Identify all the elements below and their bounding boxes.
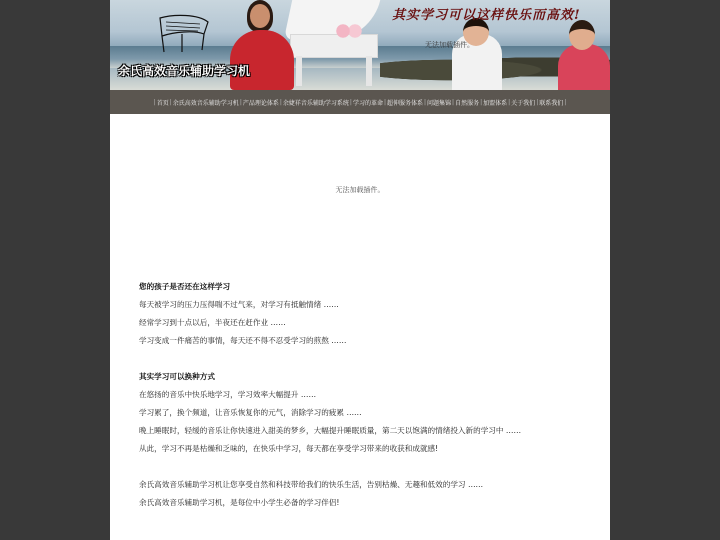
nav-separator: | — [239, 98, 242, 106]
spacer — [139, 458, 579, 476]
nav-item-home[interactable]: 首页 — [156, 99, 169, 107]
nav-separator: | — [383, 98, 386, 106]
nav-item-about[interactable]: 关于我们 — [511, 99, 536, 107]
pianist-head-image — [250, 4, 270, 28]
content-line: 余氏高效音乐辅助学习机，是每位中小学生必备的学习伴侣! — [139, 498, 340, 507]
content-line: 经常学习到十点以后，半夜还在赶作业 …… — [139, 318, 286, 327]
plugin-message: 无法加载插件。 — [335, 186, 385, 194]
nav-separator: | — [480, 98, 483, 106]
flowers-image — [334, 24, 364, 38]
piano-leg-image — [366, 56, 372, 86]
nav-separator: | — [508, 98, 511, 106]
content-line: 从此，学习不再是枯燥和乏味的，在快乐中学习，每天都在享受学习带来的收获和成就感! — [139, 444, 439, 453]
student-image — [558, 44, 610, 90]
banner-plugin-message: 无法加载插件。 — [425, 41, 474, 49]
content-line: 学习变成一件痛苦的事情，每天还不得不忍受学习的煎熬 …… — [139, 336, 347, 345]
site-title: 余氏高效音乐辅助学习机 — [118, 64, 251, 78]
banner-slogan: 其实学习可以这样快乐而高效! — [392, 8, 581, 23]
spacer — [139, 350, 579, 368]
nav-separator: | — [279, 98, 282, 106]
pianist-dress-image — [230, 30, 294, 90]
main-nav — [110, 90, 610, 114]
nav-separator: | — [536, 98, 539, 106]
section-heading: 您的孩子是否还在这样学习 — [139, 282, 231, 291]
page-container — [110, 0, 610, 540]
nav-item-contact[interactable]: 联系我们 — [539, 99, 564, 107]
nav-separator: | — [153, 98, 156, 106]
student-head-image — [569, 20, 595, 50]
piano-logo-icon — [154, 12, 212, 58]
nav-separator: | — [424, 98, 427, 106]
content-line: 晚上睡眠时，轻缓的音乐让你快速进入甜美的梦乡，大幅提升睡眠质量，第二天以饱满的情绪投入新的学习中 …… — [139, 426, 522, 435]
content-line: 每天被学习的压力压得喘不过气来，对学习有抵触情绪 …… — [139, 300, 339, 309]
nav-separator: | — [169, 98, 172, 106]
content-line: 学习累了，换个频道，让音乐恢复你的元气，消除学习的疲累 …… — [139, 408, 362, 417]
nav-separator: | — [564, 98, 567, 106]
nav-separator: | — [349, 98, 352, 106]
nav-item-service[interactable]: 超伸服务体系 — [386, 99, 423, 107]
nav-item-system[interactable]: 余婕祥音乐辅助学习系统 — [282, 99, 349, 107]
header-banner — [110, 0, 610, 90]
piano-leg-image — [296, 56, 302, 86]
nav-item-natural[interactable]: 自然服务 — [455, 99, 480, 107]
nav-separator: | — [452, 98, 455, 106]
content-line: 在悠扬的音乐中快乐地学习，学习效率大幅提升 …… — [139, 390, 317, 399]
nav-item-faq[interactable]: 问题集锦 — [427, 99, 452, 107]
nav-item-theory[interactable]: 产品理论体系 — [242, 99, 279, 107]
nav-item-product[interactable]: 余氏高效音乐辅助学习机 — [172, 99, 239, 107]
section-heading: 其实学习可以换种方式 — [139, 372, 215, 381]
nav-item-franchise[interactable]: 加盟体系 — [483, 99, 508, 107]
nav-item-revolution[interactable]: 学习的革命 — [352, 99, 383, 107]
content-line: 余氏高效音乐辅助学习机让您享受自然和科技带给我们的快乐生活，告别枯燥、无趣和低效的学习 …… — [139, 480, 484, 489]
intro-content — [139, 278, 579, 512]
